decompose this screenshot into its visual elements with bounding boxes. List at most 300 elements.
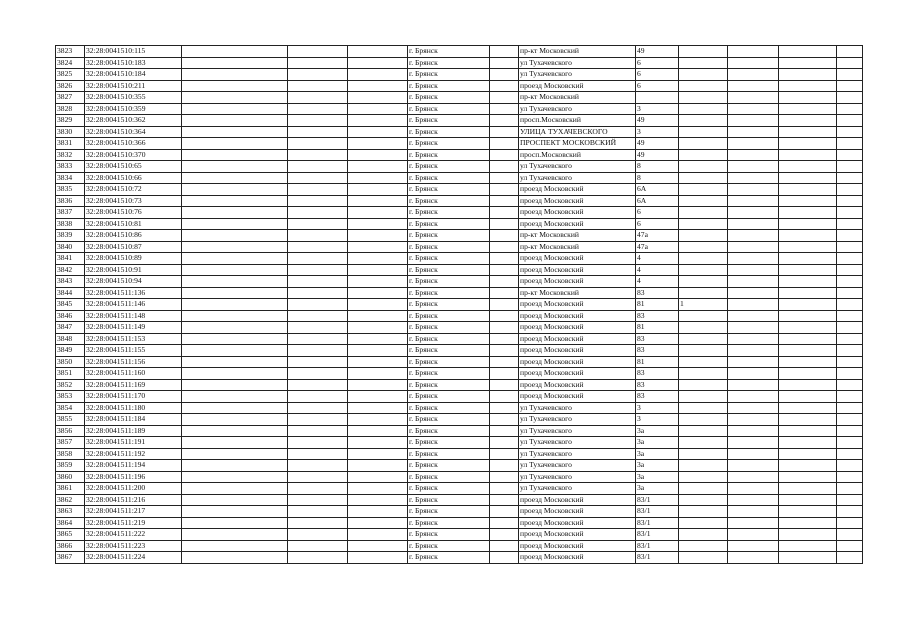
table-row — [56, 57, 863, 69]
cell-col-12 — [779, 460, 837, 472]
table-row — [56, 172, 863, 184]
cell-col-10 — [679, 276, 728, 288]
cell-house-number: 83 — [636, 345, 679, 357]
cell-city: г. Брянск — [408, 529, 490, 541]
cell-col-12 — [779, 195, 837, 207]
cell-col-12 — [779, 345, 837, 357]
cell-col-11 — [728, 287, 779, 299]
cell-col-13 — [837, 264, 863, 276]
cell-col-7 — [490, 195, 519, 207]
cell-city: г. Брянск — [408, 322, 490, 334]
cell-col-5 — [348, 207, 408, 219]
cell-row-number: 3828 — [56, 103, 85, 115]
cell-col-4 — [288, 46, 348, 58]
table-row — [56, 333, 863, 345]
cell-col-4 — [288, 92, 348, 104]
cell-col-11 — [728, 207, 779, 219]
cell-col-13 — [837, 230, 863, 242]
cell-col-10 — [679, 529, 728, 541]
cell-col-3 — [182, 57, 288, 69]
cell-city: г. Брянск — [408, 161, 490, 173]
cell-col-7 — [490, 92, 519, 104]
cell-cadastral-number: 32:28:0041511:217 — [85, 506, 182, 518]
cell-col-12 — [779, 184, 837, 196]
cell-row-number: 3845 — [56, 299, 85, 311]
cell-city: г. Брянск — [408, 437, 490, 449]
cell-col-13 — [837, 92, 863, 104]
cell-col-12 — [779, 287, 837, 299]
cell-col-13 — [837, 494, 863, 506]
cell-city: г. Брянск — [408, 264, 490, 276]
cell-street: ул Тухачевского — [519, 437, 636, 449]
cell-col-11 — [728, 92, 779, 104]
cell-col-12 — [779, 80, 837, 92]
cell-col-11 — [728, 276, 779, 288]
cell-col-4 — [288, 161, 348, 173]
cell-city: г. Брянск — [408, 138, 490, 150]
cell-col-7 — [490, 46, 519, 58]
cell-col-4 — [288, 379, 348, 391]
cell-cadastral-number: 32:28:0041510:86 — [85, 230, 182, 242]
cell-col-10 — [679, 471, 728, 483]
cell-col-12 — [779, 333, 837, 345]
cell-street: проезд Московский — [519, 276, 636, 288]
cell-col-13 — [837, 391, 863, 403]
cell-col-12 — [779, 230, 837, 242]
cell-col-13 — [837, 483, 863, 495]
cell-col-4 — [288, 103, 348, 115]
cell-col-4 — [288, 529, 348, 541]
cell-city: г. Брянск — [408, 379, 490, 391]
cell-col-10 — [679, 103, 728, 115]
cell-col-5 — [348, 195, 408, 207]
cell-col-3 — [182, 253, 288, 265]
cell-street: ул Тухачевского — [519, 57, 636, 69]
cell-col-13 — [837, 287, 863, 299]
cell-row-number: 3831 — [56, 138, 85, 150]
cell-cadastral-number: 32:28:0041511:192 — [85, 448, 182, 460]
cell-street: проезд Московский — [519, 184, 636, 196]
cell-row-number: 3867 — [56, 552, 85, 564]
cell-row-number: 3863 — [56, 506, 85, 518]
cell-col-13 — [837, 437, 863, 449]
table-row — [56, 506, 863, 518]
cell-col-11 — [728, 356, 779, 368]
cell-col-5 — [348, 46, 408, 58]
cell-col-10 — [679, 230, 728, 242]
cell-col-13 — [837, 356, 863, 368]
cell-row-number: 3851 — [56, 368, 85, 380]
cell-col-10 — [679, 506, 728, 518]
cell-col-5 — [348, 69, 408, 81]
cell-col-11 — [728, 161, 779, 173]
cell-col-12 — [779, 437, 837, 449]
cell-col-12 — [779, 506, 837, 518]
cell-cadastral-number: 32:28:0041511:146 — [85, 299, 182, 311]
cell-col-12 — [779, 103, 837, 115]
cell-street: проезд Московский — [519, 356, 636, 368]
cell-col-5 — [348, 115, 408, 127]
cell-city: г. Брянск — [408, 299, 490, 311]
cell-house-number: 83 — [636, 368, 679, 380]
cell-col-13 — [837, 506, 863, 518]
cell-cadastral-number: 32:28:0041511:189 — [85, 425, 182, 437]
cell-col-11 — [728, 494, 779, 506]
cell-col-4 — [288, 310, 348, 322]
table-row — [56, 276, 863, 288]
cell-col-4 — [288, 184, 348, 196]
cell-col-10 — [679, 184, 728, 196]
cell-col-10 — [679, 368, 728, 380]
cell-house-number: 6 — [636, 207, 679, 219]
cell-col-11 — [728, 345, 779, 357]
cell-city: г. Брянск — [408, 218, 490, 230]
cell-col-10 — [679, 517, 728, 529]
cell-col-7 — [490, 506, 519, 518]
cell-col-7 — [490, 471, 519, 483]
cell-col-5 — [348, 172, 408, 184]
cell-house-number: 83 — [636, 287, 679, 299]
cell-col-4 — [288, 368, 348, 380]
cell-col-3 — [182, 460, 288, 472]
cell-col-11 — [728, 414, 779, 426]
cell-col-4 — [288, 322, 348, 334]
cell-row-number: 3823 — [56, 46, 85, 58]
cell-col-10 — [679, 391, 728, 403]
cell-col-3 — [182, 299, 288, 311]
cell-cadastral-number: 32:28:0041511:191 — [85, 437, 182, 449]
cell-city: г. Брянск — [408, 69, 490, 81]
cell-row-number: 3824 — [56, 57, 85, 69]
cell-house-number: 6 — [636, 57, 679, 69]
cell-col-11 — [728, 172, 779, 184]
cell-col-4 — [288, 506, 348, 518]
cell-col-10 — [679, 253, 728, 265]
cell-col-13 — [837, 46, 863, 58]
cell-col-3 — [182, 161, 288, 173]
cell-col-11 — [728, 310, 779, 322]
cell-city: г. Брянск — [408, 241, 490, 253]
cell-col-13 — [837, 69, 863, 81]
cell-row-number: 3839 — [56, 230, 85, 242]
cell-col-13 — [837, 161, 863, 173]
cell-col-5 — [348, 253, 408, 265]
cell-col-3 — [182, 115, 288, 127]
cell-city: г. Брянск — [408, 368, 490, 380]
cell-col-5 — [348, 471, 408, 483]
cell-street: ул Тухачевского — [519, 161, 636, 173]
cell-cadastral-number: 32:28:0041511:136 — [85, 287, 182, 299]
cell-col-10 — [679, 552, 728, 564]
cell-cadastral-number: 32:28:0041511:200 — [85, 483, 182, 495]
cell-col-11 — [728, 103, 779, 115]
cell-row-number: 3835 — [56, 184, 85, 196]
cell-col-10 — [679, 425, 728, 437]
cell-row-number: 3837 — [56, 207, 85, 219]
table-row — [56, 460, 863, 472]
cell-row-number: 3847 — [56, 322, 85, 334]
cell-street: пр-кт Московский — [519, 241, 636, 253]
cell-col-10 — [679, 494, 728, 506]
table-row — [56, 253, 863, 265]
cell-street: проезд Московский — [519, 310, 636, 322]
cell-col-11 — [728, 483, 779, 495]
cell-col-13 — [837, 241, 863, 253]
cell-house-number: 81 — [636, 299, 679, 311]
cell-col-10 — [679, 414, 728, 426]
cell-col-10 — [679, 540, 728, 552]
cell-row-number: 3827 — [56, 92, 85, 104]
cell-house-number: 6 — [636, 69, 679, 81]
cell-col-5 — [348, 80, 408, 92]
cell-col-3 — [182, 103, 288, 115]
cell-col-13 — [837, 414, 863, 426]
cell-col-3 — [182, 218, 288, 230]
cell-col-7 — [490, 333, 519, 345]
table-row — [56, 310, 863, 322]
cell-col-12 — [779, 115, 837, 127]
cell-col-12 — [779, 126, 837, 138]
cell-city: г. Брянск — [408, 126, 490, 138]
cell-street: проезд Московский — [519, 517, 636, 529]
cell-cadastral-number: 32:28:0041510:362 — [85, 115, 182, 127]
cell-row-number: 3825 — [56, 69, 85, 81]
cell-city: г. Брянск — [408, 425, 490, 437]
cell-cadastral-number: 32:28:0041510:65 — [85, 161, 182, 173]
cell-col-12 — [779, 264, 837, 276]
cell-col-4 — [288, 345, 348, 357]
cell-cadastral-number: 32:28:0041511:222 — [85, 529, 182, 541]
cell-col-11 — [728, 425, 779, 437]
cell-col-10 — [679, 149, 728, 161]
cell-house-number: 4 — [636, 276, 679, 288]
cell-row-number: 3843 — [56, 276, 85, 288]
table-row — [56, 379, 863, 391]
cell-col-4 — [288, 207, 348, 219]
cell-col-4 — [288, 126, 348, 138]
cell-col-7 — [490, 126, 519, 138]
cell-col-12 — [779, 172, 837, 184]
cell-street: проезд Московский — [519, 333, 636, 345]
cell-city: г. Брянск — [408, 483, 490, 495]
cell-city: г. Брянск — [408, 230, 490, 242]
cell-street: пр-кт Московский — [519, 230, 636, 242]
cell-cadastral-number: 32:28:0041511:219 — [85, 517, 182, 529]
cell-col-5 — [348, 506, 408, 518]
cell-col-13 — [837, 425, 863, 437]
cell-row-number: 3838 — [56, 218, 85, 230]
cell-col-11 — [728, 126, 779, 138]
cell-cadastral-number: 32:28:0041511:194 — [85, 460, 182, 472]
cell-col-12 — [779, 218, 837, 230]
table-row — [56, 184, 863, 196]
cell-row-number: 3850 — [56, 356, 85, 368]
cell-col-13 — [837, 322, 863, 334]
cell-col-10 — [679, 437, 728, 449]
cell-street: ул Тухачевского — [519, 414, 636, 426]
cell-col-12 — [779, 276, 837, 288]
cell-col-12 — [779, 46, 837, 58]
cell-street: УЛИЦА ТУХАЧЕВСКОГО — [519, 126, 636, 138]
cell-col-11 — [728, 138, 779, 150]
cell-house-number: 6 — [636, 218, 679, 230]
cell-col-3 — [182, 184, 288, 196]
cell-row-number: 3860 — [56, 471, 85, 483]
cell-col-11 — [728, 299, 779, 311]
cell-col-10 — [679, 126, 728, 138]
cell-house-number: 83/1 — [636, 529, 679, 541]
cell-col-13 — [837, 253, 863, 265]
cell-col-4 — [288, 460, 348, 472]
cell-col-4 — [288, 356, 348, 368]
cell-street: проезд Московский — [519, 529, 636, 541]
cell-house-number: 83 — [636, 391, 679, 403]
cell-cadastral-number: 32:28:0041511:180 — [85, 402, 182, 414]
cell-street: ул Тухачевского — [519, 103, 636, 115]
cell-col-11 — [728, 218, 779, 230]
cell-city: г. Брянск — [408, 494, 490, 506]
cell-col-5 — [348, 448, 408, 460]
cell-city: г. Брянск — [408, 391, 490, 403]
cell-col-3 — [182, 448, 288, 460]
cell-city: г. Брянск — [408, 103, 490, 115]
cell-col-13 — [837, 195, 863, 207]
cell-col-5 — [348, 103, 408, 115]
cell-col-7 — [490, 437, 519, 449]
cell-row-number: 3852 — [56, 379, 85, 391]
cell-city: г. Брянск — [408, 471, 490, 483]
cell-col-11 — [728, 46, 779, 58]
cell-house-number: 3 — [636, 402, 679, 414]
cell-col-4 — [288, 552, 348, 564]
cell-house-number: 4 — [636, 253, 679, 265]
table-row — [56, 69, 863, 81]
cell-col-3 — [182, 264, 288, 276]
cell-col-13 — [837, 149, 863, 161]
cell-row-number: 3829 — [56, 115, 85, 127]
cell-col-10 — [679, 322, 728, 334]
cell-col-3 — [182, 149, 288, 161]
cell-col-7 — [490, 138, 519, 150]
cell-house-number: 81 — [636, 356, 679, 368]
table-row — [56, 483, 863, 495]
cell-col-7 — [490, 310, 519, 322]
table-row — [56, 437, 863, 449]
cell-cadastral-number: 32:28:0041510:184 — [85, 69, 182, 81]
cell-col-5 — [348, 517, 408, 529]
cell-col-3 — [182, 483, 288, 495]
cell-col-7 — [490, 69, 519, 81]
cell-col-3 — [182, 230, 288, 242]
cell-street: проезд Московский — [519, 540, 636, 552]
table-row — [56, 46, 863, 58]
cell-house-number: 3а — [636, 460, 679, 472]
cell-house-number: 83 — [636, 379, 679, 391]
cell-col-12 — [779, 138, 837, 150]
cell-col-4 — [288, 115, 348, 127]
cell-col-3 — [182, 529, 288, 541]
cell-col-7 — [490, 184, 519, 196]
cell-col-3 — [182, 379, 288, 391]
cell-col-13 — [837, 517, 863, 529]
cell-col-3 — [182, 356, 288, 368]
cell-house-number: 49 — [636, 149, 679, 161]
table-row — [56, 138, 863, 150]
cell-city: г. Брянск — [408, 402, 490, 414]
cell-city: г. Брянск — [408, 184, 490, 196]
cell-col-13 — [837, 460, 863, 472]
cell-col-7 — [490, 57, 519, 69]
cell-house-number: 3 — [636, 414, 679, 426]
cell-cadastral-number: 32:28:0041511:148 — [85, 310, 182, 322]
cell-street: ПРОСПЕКТ МОСКОВСКИЙ — [519, 138, 636, 150]
cell-col-7 — [490, 448, 519, 460]
cell-col-7 — [490, 253, 519, 265]
cell-col-10 — [679, 218, 728, 230]
cell-col-5 — [348, 333, 408, 345]
cell-col-5 — [348, 92, 408, 104]
cell-row-number: 3853 — [56, 391, 85, 403]
cell-col-12 — [779, 391, 837, 403]
cell-col-7 — [490, 299, 519, 311]
cell-col-3 — [182, 241, 288, 253]
cell-col-3 — [182, 92, 288, 104]
cell-row-number: 3834 — [56, 172, 85, 184]
cell-col-4 — [288, 230, 348, 242]
cell-col-10 — [679, 138, 728, 150]
cell-col-3 — [182, 368, 288, 380]
cell-col-7 — [490, 356, 519, 368]
cell-house-number: 3 — [636, 126, 679, 138]
cell-col-3 — [182, 471, 288, 483]
cell-col-7 — [490, 230, 519, 242]
cell-col-7 — [490, 322, 519, 334]
cell-house-number: 49 — [636, 115, 679, 127]
cell-col-12 — [779, 161, 837, 173]
table-row — [56, 517, 863, 529]
cell-col-10 — [679, 161, 728, 173]
cell-col-13 — [837, 80, 863, 92]
cell-house-number — [636, 92, 679, 104]
cell-col-5 — [348, 494, 408, 506]
table-row — [56, 448, 863, 460]
cell-col-3 — [182, 437, 288, 449]
cell-house-number: 3а — [636, 471, 679, 483]
cell-city: г. Брянск — [408, 253, 490, 265]
cell-city: г. Брянск — [408, 552, 490, 564]
cell-col-5 — [348, 241, 408, 253]
cell-col-4 — [288, 391, 348, 403]
cell-col-13 — [837, 345, 863, 357]
cell-col-12 — [779, 494, 837, 506]
cell-row-number: 3865 — [56, 529, 85, 541]
cell-col-5 — [348, 264, 408, 276]
cell-col-12 — [779, 552, 837, 564]
cell-col-5 — [348, 483, 408, 495]
cell-col-11 — [728, 230, 779, 242]
cell-cadastral-number: 32:28:0041511:216 — [85, 494, 182, 506]
table-row — [56, 299, 863, 311]
cell-street: проезд Московский — [519, 506, 636, 518]
cell-col-3 — [182, 310, 288, 322]
cell-col-5 — [348, 230, 408, 242]
cell-street: проезд Московский — [519, 379, 636, 391]
cell-col-13 — [837, 218, 863, 230]
cell-col-10 — [679, 57, 728, 69]
cell-street: проезд Московский — [519, 80, 636, 92]
cell-col-11 — [728, 241, 779, 253]
cell-city: г. Брянск — [408, 207, 490, 219]
